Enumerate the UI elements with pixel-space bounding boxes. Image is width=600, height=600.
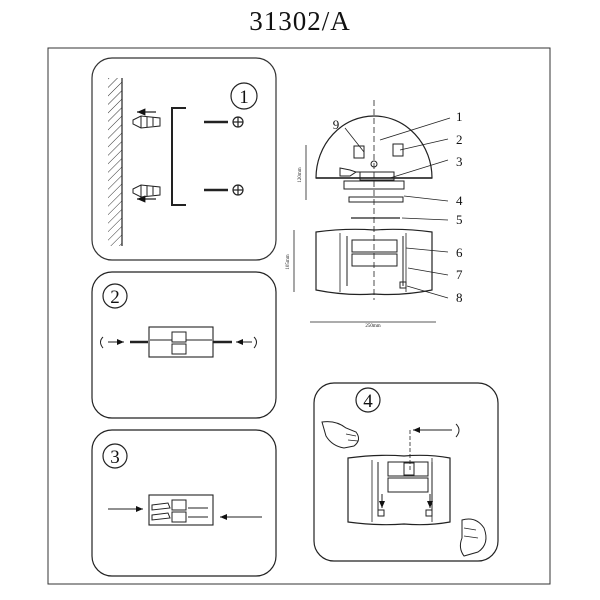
step-1-label: 1: [239, 87, 249, 108]
page-border: [48, 48, 550, 584]
socket-top: [352, 240, 397, 252]
part-8: 8: [456, 290, 463, 305]
wall-hatch: [108, 78, 122, 246]
model-title: 31302/A: [249, 6, 351, 36]
mounting-bracket: [172, 108, 186, 205]
mounting-plate: [349, 197, 403, 202]
shade-body: [348, 455, 450, 524]
part-2: 2: [456, 132, 463, 147]
dimension-labels: [286, 167, 381, 329]
clip-left: [354, 146, 364, 158]
exploded-view: [294, 100, 450, 322]
dim-top-height: 120mm: [298, 167, 303, 183]
part-6: 6: [456, 245, 463, 260]
part-5: 5: [456, 212, 463, 227]
hand-upper: [322, 422, 359, 448]
part-3: 3: [456, 154, 463, 169]
step-1-panel: [92, 58, 276, 260]
part-1: 1: [456, 109, 463, 124]
socket-bottom: [388, 478, 428, 492]
part-4: 4: [456, 193, 463, 208]
wall-plug-upper: [133, 116, 160, 128]
step-4-panel: [314, 383, 498, 561]
step-3-label: 3: [110, 447, 120, 468]
lamp-holder-top: [360, 172, 394, 180]
wall-plug-lower: [133, 185, 160, 197]
bulb-left: [340, 168, 356, 176]
screw-lower: [204, 185, 243, 195]
dim-width: 250mm: [365, 324, 381, 329]
dim-body-height: 105mm: [286, 254, 291, 270]
screw-upper: [204, 117, 243, 127]
step-2-label: 2: [110, 287, 120, 308]
part-callouts: [333, 109, 463, 305]
socket-bottom: [352, 254, 397, 266]
step-4-label: 4: [363, 391, 373, 412]
part-9: 9: [332, 117, 340, 132]
socket-top: [388, 462, 428, 476]
part-7: 7: [456, 267, 463, 282]
